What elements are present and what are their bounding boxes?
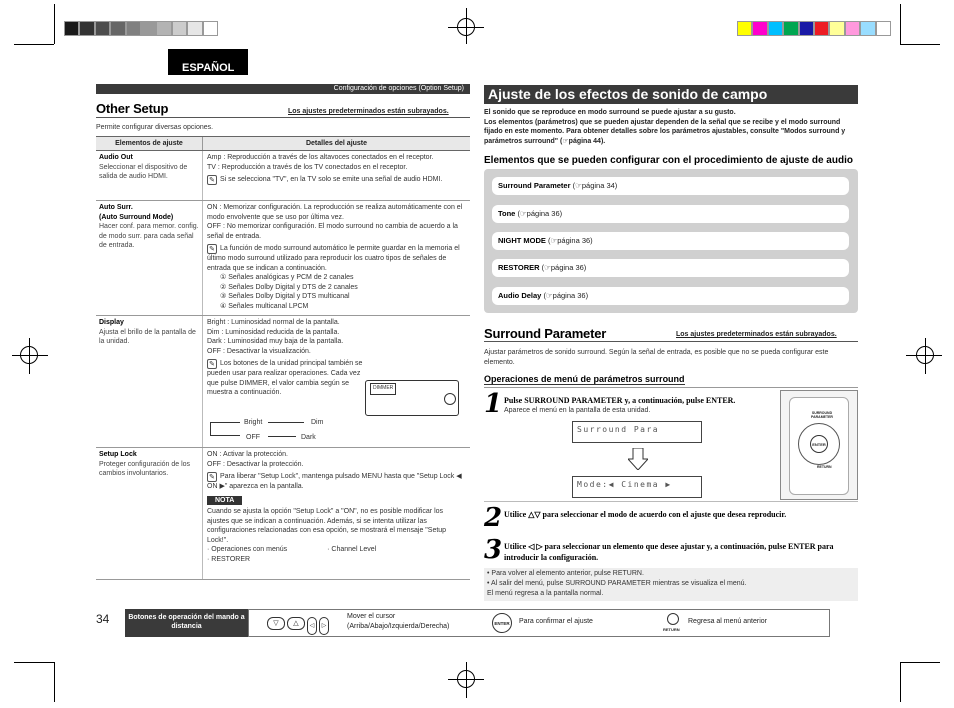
configurable-items-heading: Elementos que se pueden configurar con el procedimiento de ajuste de audio bbox=[484, 155, 853, 166]
step-text: Utilice △▽ para seleccionar el modo de acuerdo con el ajuste que desea reproducir. bbox=[504, 510, 787, 519]
color-swatch bbox=[783, 21, 798, 36]
detail-line: ON : Activar la protección. bbox=[207, 451, 288, 458]
row-desc: Proteger configuración de los cambios involuntarios. bbox=[99, 460, 191, 477]
color-swatch bbox=[203, 21, 218, 36]
note-text: Los botones de la unidad principal también se pueden usar para realizar operaciones. Cada vez que pulse DIMMER, el valor cambia según se muestra a continuación. bbox=[207, 360, 363, 396]
crop-mark bbox=[14, 44, 54, 45]
crop-mark bbox=[54, 662, 55, 702]
registration-mark bbox=[906, 355, 942, 356]
row-desc: Hacer conf. para memor. config. de modo surr. para cada señal de entrada. bbox=[99, 223, 199, 249]
table-header bbox=[96, 137, 470, 151]
sound-effects-title: Ajuste de los efectos de sonido de campo bbox=[484, 85, 858, 104]
right-arrow-icon: ▷ bbox=[319, 617, 329, 635]
item-name: NIGHT MODE bbox=[498, 236, 546, 245]
dimmer-label: DIMMER bbox=[370, 383, 396, 395]
item-name: Tone bbox=[498, 209, 516, 218]
row-detail-cell bbox=[203, 316, 470, 447]
intro-line: El sonido que se reproduce en modo surround se puede ajustar a su gusto. bbox=[484, 109, 736, 116]
tip: • Para volver al elemento anterior, pulse RETURN. bbox=[487, 570, 644, 577]
row-name: Setup Lock bbox=[99, 451, 137, 458]
registration-mark bbox=[466, 8, 467, 44]
list-item: ① Señales analógicas y PCM de 2 canales bbox=[220, 274, 354, 281]
step-number: 2 bbox=[484, 503, 503, 533]
page-ref: (☞página 36) bbox=[543, 291, 589, 300]
list-item: ② Señales Dolby Digital y DTS de 2 canales bbox=[220, 283, 358, 291]
color-swatch bbox=[799, 21, 814, 36]
color-swatch bbox=[845, 21, 860, 36]
row-detail-cell bbox=[203, 201, 470, 315]
cycle-dim: Dim bbox=[311, 419, 324, 426]
color-swatch bbox=[752, 21, 767, 36]
crop-mark bbox=[900, 662, 940, 663]
row-desc: Ajusta el brillo de la pantalla de la unidad. bbox=[99, 328, 196, 345]
registration-mark bbox=[925, 338, 926, 374]
page-ref: (☞página 34) bbox=[572, 181, 618, 190]
row-label-cell bbox=[96, 201, 203, 315]
detail-line: TV : Reproducción a través de los TV conectados en el receptor. bbox=[207, 163, 408, 171]
detail-line: OFF : No memorizar configuración. El modo surround no cambia de acuerdo a la señal de entrada. bbox=[207, 223, 458, 240]
settings-table bbox=[96, 136, 470, 580]
cycle-bright: Bright bbox=[244, 419, 263, 426]
registration-mark bbox=[29, 338, 30, 374]
down-arrow-icon bbox=[628, 448, 648, 470]
item-name: RESTORER bbox=[498, 263, 540, 272]
note-icon: ✎ bbox=[207, 472, 217, 482]
divider bbox=[484, 501, 858, 502]
tips-list bbox=[487, 569, 852, 599]
table-header-cell: Detalles del ajuste bbox=[305, 140, 368, 147]
color-swatch bbox=[110, 21, 125, 36]
cycle-off: OFF bbox=[246, 434, 260, 441]
note-text: Para liberar "Setup Lock", mantenga pulsado MENU hasta que "Setup Lock ◀ ON ▶" aparezca en la pantalla. bbox=[207, 473, 462, 490]
color-swatch bbox=[876, 21, 891, 36]
item-tone bbox=[492, 205, 849, 223]
note-icon: ✎ bbox=[207, 244, 217, 254]
note-text: Si se selecciona "TV", en la TV solo se emite una señal de audio HDMI. bbox=[220, 176, 443, 183]
left-arrow-icon: ◁ bbox=[307, 617, 317, 635]
divider bbox=[484, 341, 858, 342]
detail-line: Dim : Luminosidad reducida de la pantalla. bbox=[207, 328, 340, 336]
surround-parameter-title: Surround Parameter bbox=[484, 326, 607, 341]
divider bbox=[96, 117, 470, 118]
detail-line: OFF : Desactivar la protección. bbox=[207, 460, 304, 468]
detail-line: Dark : Luminosidad muy baja de la pantalla. bbox=[207, 338, 344, 345]
color-swatch bbox=[79, 21, 94, 36]
row-name: Audio Out bbox=[99, 154, 133, 161]
color-swatch bbox=[829, 21, 844, 36]
step-sub: Aparece el menú en la pantalla de esta unidad. bbox=[504, 407, 651, 414]
page-ref: (☞página 36) bbox=[517, 209, 563, 218]
crop-mark bbox=[900, 662, 901, 702]
up-arrow-icon: ▽ bbox=[267, 617, 285, 630]
color-swatch bbox=[172, 21, 187, 36]
note-block bbox=[207, 359, 367, 398]
color-swatch bbox=[126, 21, 141, 36]
remote-illustration bbox=[780, 390, 858, 500]
lcd-display: Mode:◀ Cinema ▶ bbox=[572, 476, 702, 498]
crop-mark bbox=[54, 4, 55, 44]
other-setup-title: Other Setup bbox=[96, 101, 169, 116]
page-ref: (☞página 36) bbox=[541, 263, 587, 272]
cycle-arrow bbox=[268, 422, 304, 423]
step-text: Pulse SURROUND PARAMETER y, a continuación, pulse ENTER. bbox=[504, 396, 736, 405]
row-label-cell bbox=[96, 316, 203, 447]
row-desc: Seleccionar el dispositivo de salida de audio HDMI. bbox=[99, 163, 188, 180]
note-icon: ✎ bbox=[207, 175, 217, 185]
page-ref: (☞página 36) bbox=[548, 236, 593, 245]
cursor-buttons-icon bbox=[267, 617, 329, 635]
list-item: ③ Señales Dolby Digital y DTS multicanal bbox=[220, 293, 350, 300]
return-icon bbox=[667, 613, 679, 625]
signal-list bbox=[207, 273, 466, 311]
row-name: Auto Surr. bbox=[99, 204, 133, 211]
table-row bbox=[96, 316, 470, 448]
row-label-cell bbox=[96, 448, 203, 579]
receiver-panel-illustration bbox=[365, 380, 459, 416]
move-cursor-text: Mover el cursor (Arriba/Abajo/Izquierda/Derecha) bbox=[347, 613, 450, 630]
note-text: La función de modo surround automático le permite guardar en la memoria el último modo surround utilizado para reproducir los cuatro tipos de señales de entrada que se indican a continuación. bbox=[207, 245, 460, 272]
list-item: · RESTORER bbox=[207, 555, 251, 563]
color-swatch bbox=[860, 21, 875, 36]
table-row bbox=[96, 201, 470, 316]
item-restorer bbox=[492, 259, 849, 277]
step-number: 3 bbox=[484, 535, 503, 565]
color-swatch bbox=[64, 21, 79, 36]
color-swatch bbox=[156, 21, 171, 36]
row-detail-cell bbox=[203, 448, 470, 579]
remote-enter-button: ENTER bbox=[810, 435, 828, 453]
detail-line: Amp : Reproducción a través de los altavoces conectados en el receptor. bbox=[207, 154, 434, 161]
down-arrow-icon: △ bbox=[287, 617, 305, 630]
tip: • Al salir del menú, pulse SURROUND PARAMETER mientras se visualiza el menú. bbox=[487, 580, 747, 587]
row-name-sub: (Auto Surround Mode) bbox=[99, 213, 174, 221]
detail-line: Bright : Luminosidad normal de la pantalla. bbox=[207, 319, 340, 326]
note-block bbox=[207, 175, 466, 185]
nota-text: Cuando se ajusta la opción "Setup Lock" a "ON", no es posible modificar los ajustes que se indican a continuación. Además, si se intenta utilizar las configuraciones relacionadas con esa opción, se mostrará el mensaje "Setup Lock!". bbox=[207, 508, 447, 544]
item-name: Surround Parameter bbox=[498, 181, 571, 190]
color-swatch bbox=[187, 21, 202, 36]
remote-buttons-label: Botones de operación del mando a distancia bbox=[125, 609, 248, 637]
item-audio-delay bbox=[492, 287, 849, 305]
item-night-mode bbox=[492, 232, 849, 250]
sp-description: Ajustar parámetros de sonido surround. Según la señal de entrada, es posible que no se pueda configurar este elemento. bbox=[484, 349, 829, 366]
registration-mark bbox=[466, 662, 467, 698]
defaults-note: Los ajustes predeterminados están subrayados. bbox=[288, 108, 449, 115]
list-item: ④ Señales multicanal LPCM bbox=[220, 302, 309, 310]
section-bar: Configuración de opciones (Option Setup) bbox=[96, 84, 470, 94]
ops-heading: Operaciones de menú de parámetros surround bbox=[484, 374, 685, 384]
step-number: 1 bbox=[484, 389, 503, 419]
item-name: Audio Delay bbox=[498, 291, 542, 300]
color-swatch bbox=[814, 21, 829, 36]
table-row bbox=[96, 448, 470, 580]
detail-line: OFF : Desactivar la visualización. bbox=[207, 347, 311, 355]
registration-mark bbox=[12, 355, 48, 356]
back-text: Regresa al menú anterior bbox=[688, 618, 767, 625]
defaults-note: Los ajustes predeterminados están subrayados. bbox=[676, 331, 837, 338]
right-intro bbox=[484, 108, 858, 146]
note-icon: ✎ bbox=[207, 359, 217, 369]
remote-label: SURROUND PARAMETER bbox=[811, 411, 833, 419]
note-block bbox=[207, 244, 466, 273]
gray-swatch-strip bbox=[64, 21, 218, 36]
row-label-cell bbox=[96, 151, 203, 200]
intro-line: Los elementos (parámetros) que se pueden ajustar dependen de la señal que se recibe y el modo surround fijado en este momento. Para obtener detalles sobre los parámetros ajustables, consulte "Modos surround y parámetros surround" (☞página 44). bbox=[484, 118, 846, 145]
remote-return-label: RETURN bbox=[817, 465, 832, 469]
color-swatch-strip bbox=[737, 21, 891, 36]
row-name: Display bbox=[99, 319, 124, 326]
confirm-text: Para confirmar el ajuste bbox=[519, 618, 593, 625]
note-block bbox=[207, 472, 466, 492]
crop-mark bbox=[900, 4, 901, 44]
row-detail-cell bbox=[203, 151, 470, 200]
color-swatch bbox=[95, 21, 110, 36]
table-header-cell: Elementos de ajuste bbox=[96, 137, 203, 150]
color-swatch bbox=[768, 21, 783, 36]
page-number: 34 bbox=[96, 612, 110, 626]
detail-line: ON : Memorizar configuración. La reproducción se realiza automáticamente con el modo envolvente que se uso por última vez. bbox=[207, 204, 463, 221]
step-text: Utilice ◁ ▷ para seleccionar un elemento que desee ajustar y, a continuación, pulse ENTER para introducir la configuración. bbox=[504, 542, 834, 562]
nota-badge: NOTA bbox=[207, 496, 242, 506]
item-surround-parameter bbox=[492, 177, 849, 195]
knob-icon bbox=[444, 393, 456, 405]
return-label: RETURN bbox=[663, 627, 680, 632]
cycle-arrow bbox=[268, 436, 296, 437]
color-swatch bbox=[141, 21, 156, 36]
nota-list bbox=[207, 545, 466, 555]
list-item: · Channel Level bbox=[327, 546, 377, 553]
crop-mark bbox=[900, 44, 940, 45]
cycle-arrow bbox=[210, 422, 240, 436]
crop-mark bbox=[14, 662, 54, 663]
color-swatch bbox=[737, 21, 752, 36]
cycle-dark: Dark bbox=[301, 434, 316, 441]
intro-text: Permite configurar diversas opciones. bbox=[96, 124, 214, 131]
lcd-display: Surround Para bbox=[572, 421, 702, 443]
table-row bbox=[96, 151, 470, 201]
list-item: · Operaciones con menús bbox=[207, 546, 288, 553]
tip: El menú regresa a la pantalla normal. bbox=[487, 590, 604, 597]
enter-icon: ENTER bbox=[492, 613, 512, 633]
language-tab: ESPAÑOL bbox=[168, 49, 248, 75]
